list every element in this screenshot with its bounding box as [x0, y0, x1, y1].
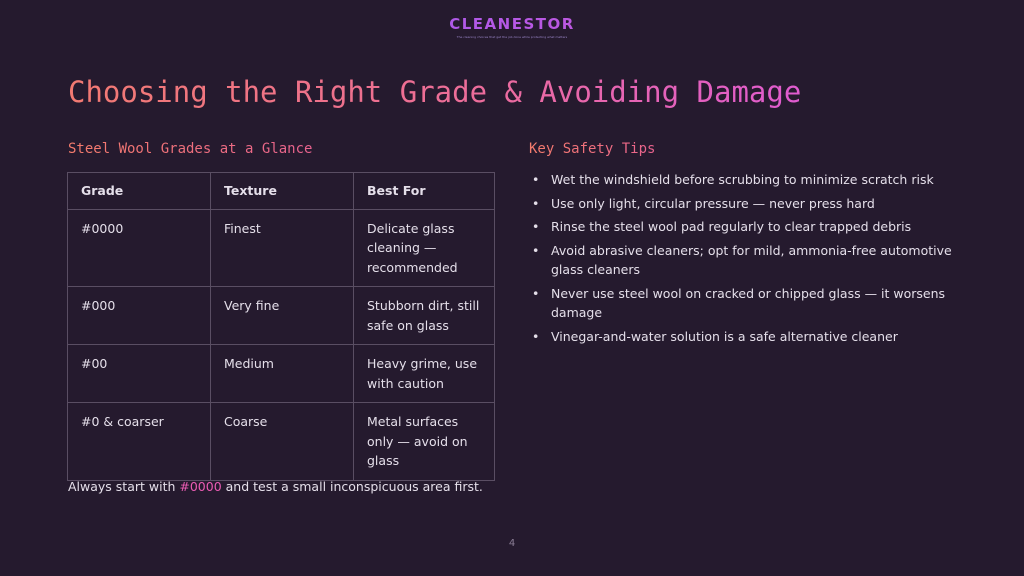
- safety-tips-list: [529, 170, 969, 350]
- table-footnote: [68, 478, 483, 496]
- page-title: Choosing the Right Grade & Avoiding Damage: [68, 72, 801, 112]
- tip-text: Never use steel wool on cracked or chipped glass — it worsens damage: [551, 285, 946, 320]
- cell-texture: Very fine: [211, 287, 354, 345]
- brand-logo: [0, 14, 1024, 40]
- table-row: [68, 403, 495, 481]
- tip-text: Rinse the steel wool pad regularly to clear trapped debris: [551, 219, 912, 234]
- brand-name: CLEANESTOR: [0, 14, 1024, 34]
- column-header-grade: Grade: [68, 173, 211, 210]
- list-item: [529, 241, 969, 280]
- cell-grade: #0 & coarser: [68, 403, 211, 481]
- cell-texture: Medium: [211, 345, 354, 403]
- bullet-icon: •: [532, 195, 540, 211]
- cell-grade: #000: [68, 287, 211, 345]
- bullet-icon: •: [532, 242, 540, 258]
- table-header-row: [68, 173, 495, 210]
- cell-best-for: Delicate glass cleaning — recommended: [354, 209, 495, 287]
- footnote-highlight: #0000: [179, 479, 222, 494]
- table-row: [68, 345, 495, 403]
- bullet-icon: •: [532, 328, 540, 344]
- table-row: [68, 287, 495, 345]
- grades-table: [67, 172, 495, 481]
- brand-tagline: The cleaning choices that get the job done while protecting what matters: [456, 35, 568, 39]
- bullet-icon: •: [532, 285, 540, 301]
- list-item: [529, 217, 969, 237]
- tip-text: Vinegar-and-water solution is a safe alternative cleaner: [551, 328, 898, 344]
- list-item: [529, 170, 969, 190]
- cell-best-for: Metal surfaces only — avoid on glass: [354, 403, 495, 481]
- cell-grade: #0000: [68, 209, 211, 287]
- cell-texture: Coarse: [211, 403, 354, 481]
- list-item: [529, 284, 969, 323]
- footnote-text-start: Always start with: [68, 479, 180, 494]
- cell-best-for: Stubborn dirt, still safe on glass: [354, 287, 495, 345]
- tips-heading: Key Safety Tips: [529, 141, 656, 157]
- cell-best-for: Heavy grime, use with caution: [354, 345, 495, 403]
- list-item: [529, 327, 969, 347]
- page-number: 4: [508, 538, 516, 549]
- column-header-texture: Texture: [211, 173, 354, 210]
- footnote-text-end: and test a small inconspicuous area first.: [221, 479, 483, 494]
- cell-texture: Finest: [211, 209, 354, 287]
- tip-text: Wet the windshield before scrubbing to minimize scratch risk: [551, 172, 934, 187]
- bullet-icon: •: [532, 219, 540, 234]
- bullet-icon: •: [532, 172, 540, 187]
- list-item: [529, 194, 969, 214]
- column-header-best-for: Best For: [354, 173, 495, 210]
- tip-text: Avoid abrasive cleaners; opt for mild, ammonia-free automotive glass cleaners: [551, 242, 952, 277]
- grades-heading: Steel Wool Grades at a Glance: [68, 141, 313, 157]
- cell-grade: #00: [68, 345, 211, 403]
- tip-text: Use only light, circular pressure — never press hard: [551, 195, 875, 211]
- table-row: [68, 209, 495, 287]
